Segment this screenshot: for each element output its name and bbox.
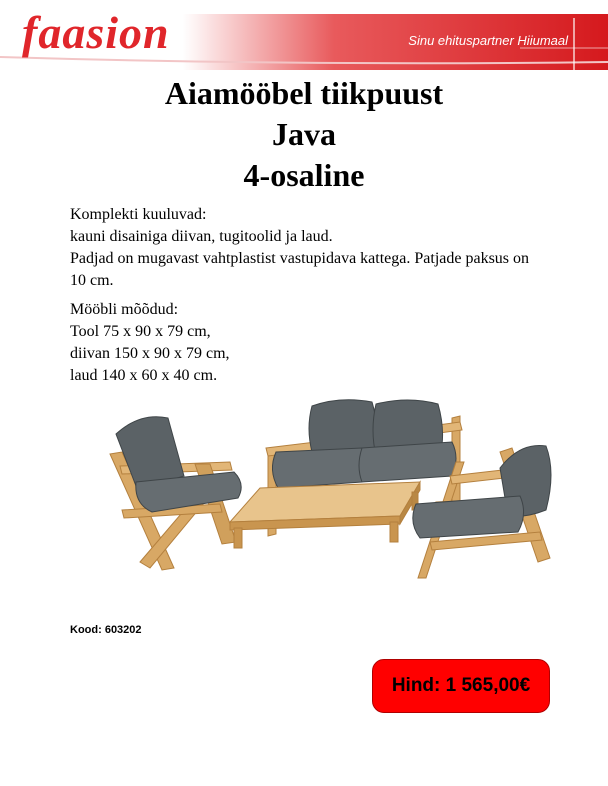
desc-line: Padjad on mugavast vahtplastist vastupidava kattega. Patjade paksus on 10 cm.	[70, 250, 530, 289]
dims-line: diivan 150 x 90 x 79 cm,	[70, 345, 230, 362]
brand-logo: faasion	[22, 7, 170, 58]
product-code: Kood: 603202	[70, 624, 142, 636]
product-description	[70, 204, 540, 387]
title-line-3: 4-osaline	[243, 157, 365, 193]
title-line-2: Java	[272, 116, 336, 152]
dims-line: laud 140 x 60 x 40 cm.	[70, 367, 218, 384]
furniture-set-icon	[100, 392, 560, 590]
dims-line: Tool 75 x 90 x 79 cm,	[70, 323, 211, 340]
dims-heading: Mööbli mõõdud:	[70, 301, 179, 318]
desc-line: kauni disainiga diivan, tugitoolid ja laud.	[70, 228, 333, 245]
price-label: Hind: 1 565,00€	[391, 675, 531, 696]
header-tagline: Sinu ehituspartner Hiiumaal	[408, 33, 568, 48]
page-header	[0, 0, 608, 70]
title-line-1: Aiamööbel tiikpuust	[164, 75, 444, 111]
price-badge	[372, 659, 550, 713]
desc-line: Komplekti kuuluvad:	[70, 206, 207, 223]
